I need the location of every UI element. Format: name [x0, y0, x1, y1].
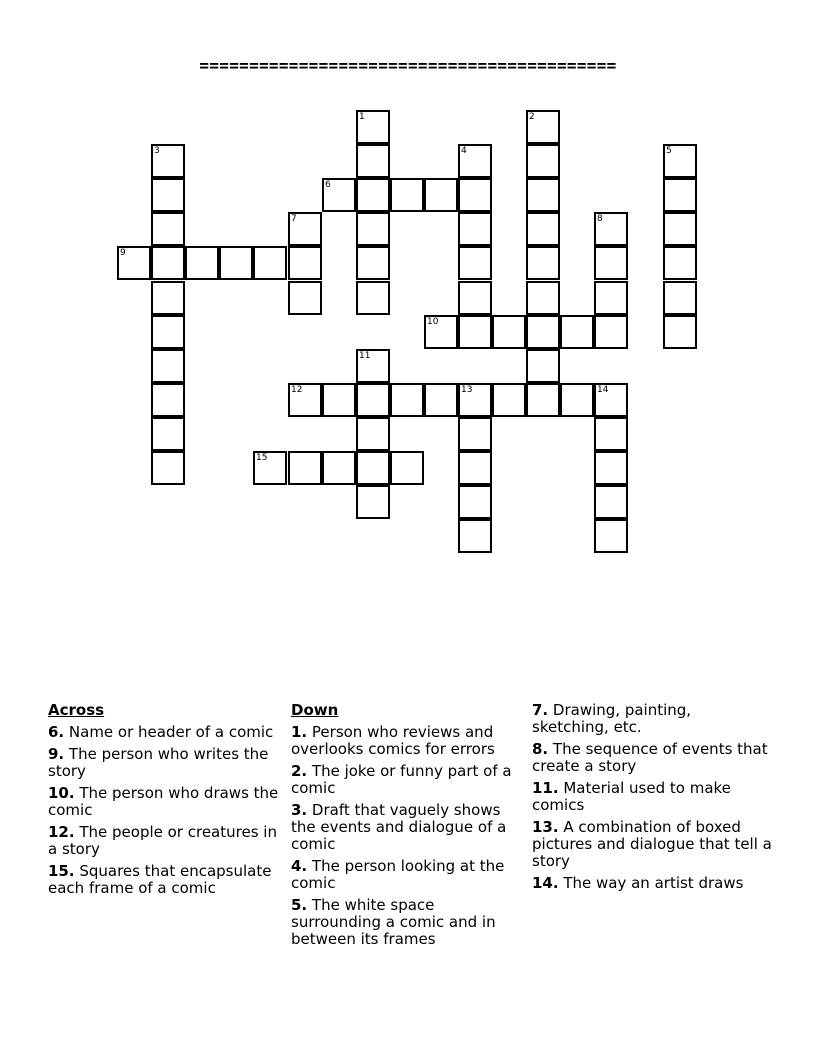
clue-number: 11: [359, 351, 371, 361]
clue-number: 15: [256, 453, 268, 463]
clue-text: Material used to make comics: [532, 779, 731, 814]
grid-cell[interactable]: [663, 212, 697, 246]
grid-cell[interactable]: [356, 451, 390, 485]
grid-cell[interactable]: [594, 485, 628, 519]
grid-cell[interactable]: [322, 178, 356, 212]
grid-cell[interactable]: [594, 417, 628, 451]
clue-num: 10.: [48, 784, 75, 802]
clue-num: 5.: [291, 896, 308, 914]
clue-number: 4: [461, 146, 467, 156]
grid-cell[interactable]: [526, 281, 560, 315]
clue-text: Draft that vaguely shows the events and dialogue of a comic: [291, 801, 507, 853]
grid-cell[interactable]: [322, 451, 356, 485]
grid-cell[interactable]: [560, 315, 594, 349]
grid-cell[interactable]: [288, 451, 322, 485]
grid-cell[interactable]: [560, 383, 594, 417]
grid-cell[interactable]: [458, 144, 492, 178]
clue-number: 3: [154, 146, 160, 156]
grid-cell[interactable]: [594, 451, 628, 485]
down-clue: [291, 763, 519, 797]
clue-num: 12.: [48, 823, 75, 841]
clue-text: A combination of boxed pictures and dialogue that tell a story: [532, 818, 772, 870]
grid-cell[interactable]: [390, 383, 424, 417]
clue-number: 2: [529, 112, 535, 122]
grid-cell[interactable]: [663, 178, 697, 212]
clue-number: 7: [291, 214, 297, 224]
clue-text: The joke or funny part of a comic: [291, 762, 512, 797]
grid-cell[interactable]: [390, 451, 424, 485]
grid-cell[interactable]: [526, 246, 560, 280]
clue-text: The person looking at the comic: [291, 857, 505, 892]
across-clue: [48, 863, 280, 897]
grid-cell[interactable]: [356, 178, 390, 212]
down-clues-continued: [532, 702, 772, 897]
down-clue: [291, 858, 519, 892]
grid-cell[interactable]: [594, 246, 628, 280]
grid-cell[interactable]: [458, 485, 492, 519]
down-clue: [532, 875, 772, 892]
grid-cell[interactable]: [663, 281, 697, 315]
grid-cell[interactable]: [151, 144, 185, 178]
across-clue: [48, 746, 280, 780]
clue-num: 2.: [291, 762, 308, 780]
grid-cell[interactable]: [594, 315, 628, 349]
grid-cell[interactable]: [663, 144, 697, 178]
clue-number: 10: [427, 317, 439, 327]
grid-cell[interactable]: [663, 315, 697, 349]
puzzle-title: ==========================================: [199, 56, 617, 75]
grid-cell[interactable]: [288, 246, 322, 280]
grid-cell[interactable]: [458, 383, 492, 417]
grid-cell[interactable]: [424, 178, 458, 212]
grid-cell[interactable]: [526, 315, 560, 349]
grid-cell[interactable]: [288, 383, 322, 417]
grid-cell[interactable]: [151, 281, 185, 315]
grid-cell[interactable]: [594, 212, 628, 246]
grid-cell[interactable]: [151, 212, 185, 246]
clue-number: 12: [291, 385, 303, 395]
grid-cell[interactable]: [151, 349, 185, 383]
clue-num: 3.: [291, 801, 308, 819]
across-clue: [48, 785, 280, 819]
grid-cell[interactable]: [151, 417, 185, 451]
grid-cell[interactable]: [288, 212, 322, 246]
grid-cell[interactable]: [253, 246, 287, 280]
down-clue: [291, 724, 519, 758]
grid-cell[interactable]: [526, 212, 560, 246]
clue-text: The sequence of events that create a story: [532, 740, 768, 775]
clue-number: 8: [597, 214, 603, 224]
down-clue: [532, 741, 772, 775]
clue-text: Person who reviews and overlooks comics for errors: [291, 723, 495, 758]
grid-cell[interactable]: [458, 451, 492, 485]
down-clue: [291, 802, 519, 853]
clue-number: 1: [359, 112, 365, 122]
grid-cell[interactable]: [594, 383, 628, 417]
clue-num: 4.: [291, 857, 308, 875]
grid-cell[interactable]: [219, 246, 253, 280]
across-clue: [48, 724, 280, 741]
grid-cell[interactable]: [458, 178, 492, 212]
clue-text: Name or header of a comic: [64, 723, 274, 741]
grid-cell[interactable]: [356, 246, 390, 280]
clue-num: 11.: [532, 779, 559, 797]
grid-cell[interactable]: [458, 246, 492, 280]
clue-text: The way an artist draws: [558, 874, 744, 892]
grid-cell[interactable]: [253, 451, 287, 485]
clue-num: 15.: [48, 862, 75, 880]
across-clues: [48, 702, 280, 902]
clue-num: 1.: [291, 723, 308, 741]
grid-cell[interactable]: [151, 451, 185, 485]
across-heading: Across: [48, 701, 105, 719]
grid-cell[interactable]: [356, 417, 390, 451]
grid-cell[interactable]: [151, 178, 185, 212]
clue-num: 8.: [532, 740, 549, 758]
clue-num: 7.: [532, 701, 549, 719]
grid-cell[interactable]: [458, 315, 492, 349]
grid-cell[interactable]: [594, 281, 628, 315]
grid-cell[interactable]: [492, 383, 526, 417]
grid-cell[interactable]: [151, 246, 185, 280]
grid-cell[interactable]: [356, 212, 390, 246]
down-clue: [532, 702, 772, 736]
grid-cell[interactable]: [424, 383, 458, 417]
grid-cell[interactable]: [492, 315, 526, 349]
grid-cell[interactable]: [356, 110, 390, 144]
grid-cell[interactable]: [424, 315, 458, 349]
grid-cell[interactable]: [663, 246, 697, 280]
grid-cell[interactable]: [185, 246, 219, 280]
grid-cell[interactable]: [458, 212, 492, 246]
clue-number: 14: [597, 385, 609, 395]
grid-cell[interactable]: [458, 417, 492, 451]
grid-cell[interactable]: [458, 519, 492, 553]
clue-text: The people or creatures in a story: [48, 823, 277, 858]
down-clue: [291, 897, 519, 948]
grid-cell[interactable]: [151, 315, 185, 349]
across-clue: [48, 824, 280, 858]
grid-cell[interactable]: [356, 485, 390, 519]
clue-number: 13: [461, 385, 473, 395]
down-clue: [532, 780, 772, 814]
grid-cell[interactable]: [356, 349, 390, 383]
grid-cell[interactable]: [458, 281, 492, 315]
clue-number: 9: [120, 248, 126, 258]
grid-cell[interactable]: [526, 349, 560, 383]
grid-cell[interactable]: [356, 144, 390, 178]
clue-num: 13.: [532, 818, 559, 836]
grid-cell[interactable]: [356, 281, 390, 315]
clue-text: The person who writes the story: [48, 745, 269, 780]
clue-text: Drawing, painting, sketching, etc.: [532, 701, 692, 736]
grid-cell[interactable]: [594, 519, 628, 553]
clue-num: 14.: [532, 874, 559, 892]
grid-cell[interactable]: [117, 246, 151, 280]
grid-cell[interactable]: [288, 281, 322, 315]
down-clue: [532, 819, 772, 870]
grid-cell[interactable]: [526, 383, 560, 417]
clue-text: The person who draws the comic: [48, 784, 279, 819]
clue-text: The white space surrounding a comic and in between its frames: [291, 896, 496, 948]
clue-num: 6.: [48, 723, 65, 741]
down-heading: Down: [291, 701, 339, 719]
grid-cell[interactable]: [526, 110, 560, 144]
down-clues: [291, 702, 519, 953]
clue-number: 5: [666, 146, 672, 156]
grid-cell[interactable]: [151, 383, 185, 417]
grid-cell[interactable]: [526, 144, 560, 178]
clue-number: 6: [325, 180, 331, 190]
grid-cell[interactable]: [356, 383, 390, 417]
grid-cell[interactable]: [526, 178, 560, 212]
clue-text: Squares that encapsulate each frame of a comic: [48, 862, 272, 897]
grid-cell[interactable]: [322, 383, 356, 417]
grid-cell[interactable]: [390, 178, 424, 212]
clue-num: 9.: [48, 745, 65, 763]
